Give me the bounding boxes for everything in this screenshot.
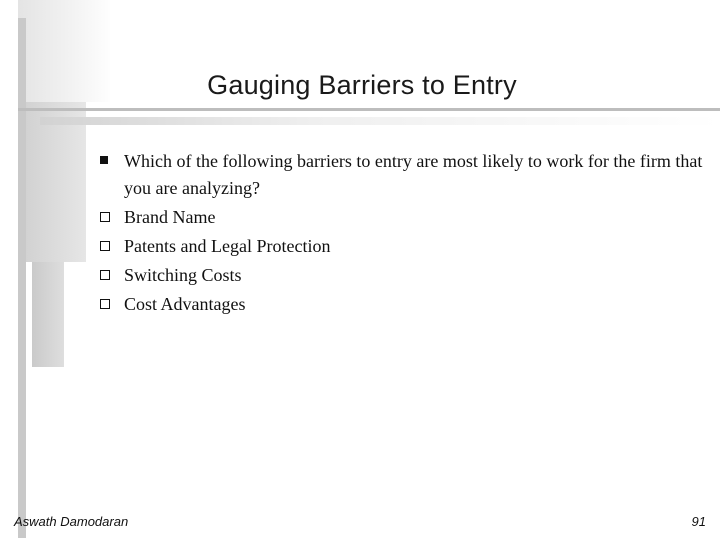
title-underline — [18, 108, 720, 111]
hollow-square-bullet-icon — [100, 212, 110, 222]
hollow-square-bullet-icon — [100, 299, 110, 309]
bullet-text: Brand Name — [124, 207, 216, 227]
bullet-text: Switching Costs — [124, 265, 242, 285]
bullet-text: Which of the following barriers to entry are most likely to work for the firm that you are analyzing? — [124, 151, 703, 198]
title-shadow-band — [40, 117, 720, 125]
page-number: 91 — [691, 514, 706, 529]
bullet-item — [98, 233, 708, 260]
bullet-item — [98, 148, 708, 202]
bullet-text: Cost Advantages — [124, 294, 246, 314]
decor-gradient-middle — [26, 102, 86, 262]
bullet-item — [98, 204, 708, 231]
bullet-text: Patents and Legal Protection — [124, 236, 331, 256]
footer-author: Aswath Damodaran — [14, 514, 129, 529]
decor-left-margin — [0, 0, 18, 540]
hollow-square-bullet-icon — [100, 270, 110, 280]
bullet-item — [98, 262, 708, 289]
decor-gradient-top — [18, 0, 113, 102]
decor-gradient-lower — [32, 262, 64, 367]
bullet-item — [98, 291, 708, 318]
filled-square-bullet-icon — [100, 156, 108, 164]
bullet-list — [98, 148, 708, 320]
decor-vertical-bar — [18, 18, 26, 538]
hollow-square-bullet-icon — [100, 241, 110, 251]
slide-title: Gauging Barriers to Entry — [207, 70, 517, 100]
